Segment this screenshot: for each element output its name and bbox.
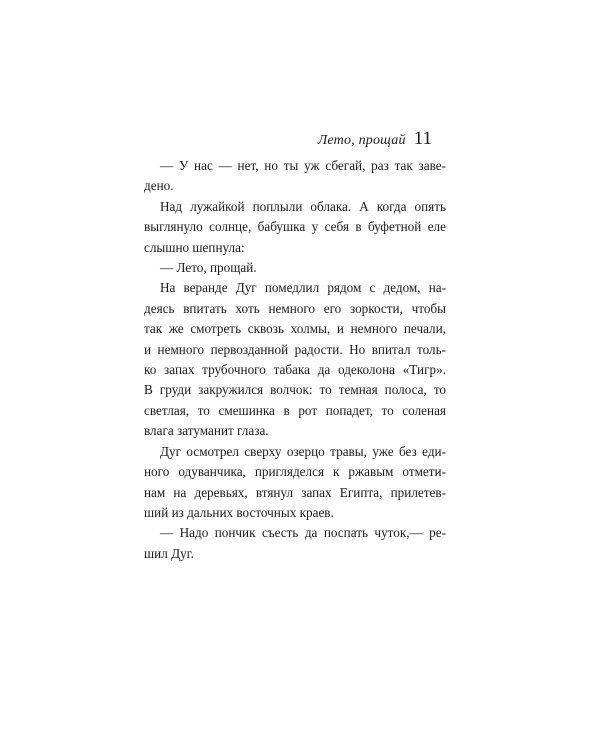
text-line: — Лето, прощай.: [160, 260, 257, 276]
text-line: слышно шепнула:: [144, 239, 245, 255]
text-line: влага затуманит глаза.: [144, 423, 269, 439]
running-title: Лето, прощай: [317, 133, 406, 148]
text-line: Дуг осмотрел сверху озерцо травы, уже без еди-: [160, 443, 446, 459]
text-line: ко запах трубочного табака да одеколона «Тигр».: [144, 362, 446, 378]
text-line: и немного первозданной радости. Но впитал толь-: [144, 341, 446, 357]
text-line: ного одуванчика, пригляделся к ржавым отмети-: [144, 464, 446, 480]
text-line: так же смотреть сквозь холмы, и немного печали,: [144, 321, 446, 337]
text-line: светлая, то смешинка в рот попадет, то соленая: [144, 402, 446, 418]
text-line: шил Дуг.: [144, 545, 194, 561]
text-line: дено.: [144, 178, 174, 194]
running-head: [318, 128, 432, 150]
text-line: нам на деревьях, втянул запах Египта, прилетев-: [144, 484, 446, 500]
text-line: выглянуло солнце, бабушка у себя в буфетной еле: [144, 219, 446, 235]
text-line: — У нас — нет, но ты уж сбегай, раз так заве-: [160, 158, 446, 173]
text-line: Над лужайкой поплыли облака. А когда опять: [160, 198, 446, 214]
text-line: ший из дальних восточных краев.: [144, 504, 334, 520]
text-line: В груди закружился волчок: то темная полоса, то: [144, 382, 446, 398]
text-line: На веранде Дуг помедлил рядом с дедом, на-: [160, 280, 446, 296]
text-line: — Надо пончик съесть да поспать чуток,— ре-: [160, 525, 446, 541]
page-number: 11: [413, 128, 432, 149]
body-text: [144, 156, 446, 564]
text-line: деясь впитать хоть немного его зоркости, чтобы: [144, 300, 446, 316]
